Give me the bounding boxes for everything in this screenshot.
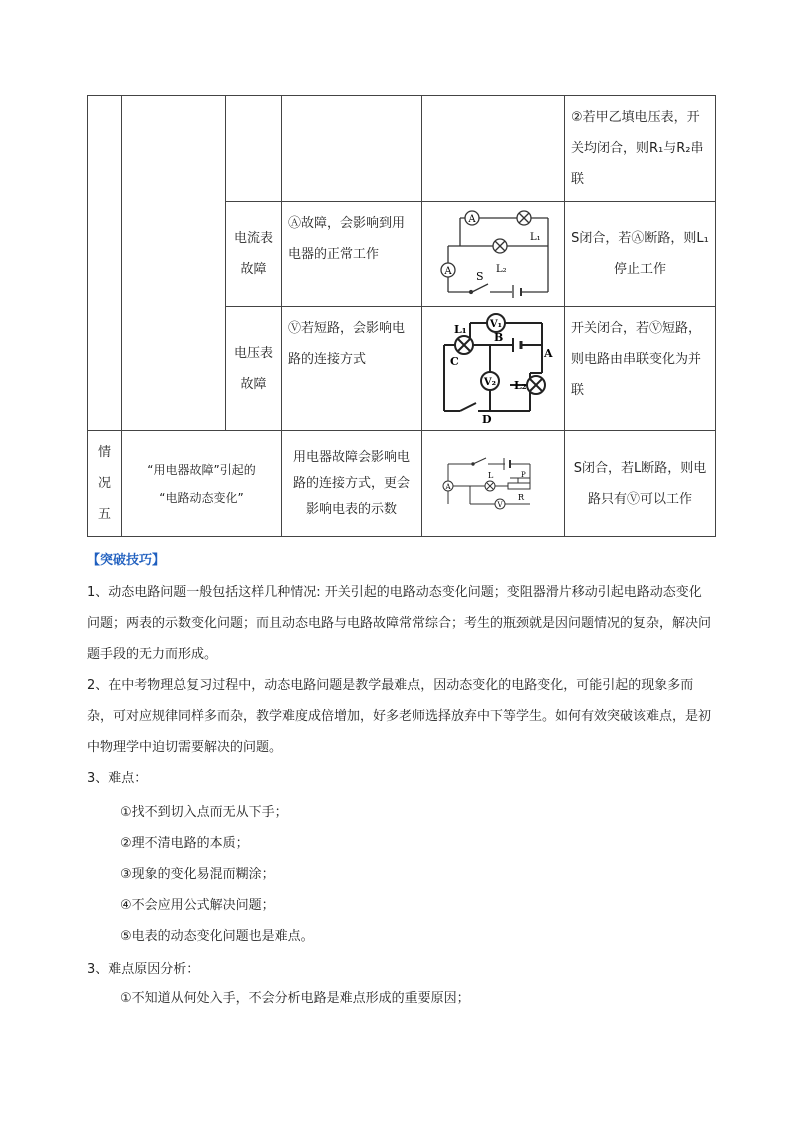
table-row	[88, 96, 716, 202]
ammeter-fault-circuit-diagram	[430, 206, 556, 298]
circuit-diagram-cell	[422, 307, 565, 431]
fault-type-cell: 电流表故障	[226, 202, 282, 307]
list-item: ⑤电表的动态变化问题也是难点。	[120, 929, 314, 944]
circuit-diagram-cell	[422, 202, 565, 307]
fault-type-cell: 电压表故障	[226, 307, 282, 431]
description-cell: Ⓐ故障，会影响到用电器的正常工作	[282, 202, 422, 307]
switch-label: S	[476, 270, 484, 283]
list-item: ①找不到切入点而无从下手；	[120, 805, 288, 820]
voltmeter-label: V₂	[483, 377, 497, 388]
lamp-label: L	[488, 470, 494, 480]
node-label: D	[482, 413, 492, 423]
appliance-fault-circuit-diagram	[430, 448, 540, 520]
answer-cell: 开关闭合，若Ⓥ短路，则电路由串联变化为并联	[565, 307, 716, 431]
ammeter-label: A	[468, 214, 476, 225]
paragraph: 1、动态电路问题一般包括这样几种情况: 开关引起的电路动态变化问题；变阻器滑片移动引起电路动态变化问题；两表的示数变化问题；而且动态电路与电路故障常常综合；考生的瓶颈就是因问题情况的复杂，解决问题手段的无力而形成。	[87, 585, 712, 662]
case-title-cell	[122, 431, 282, 537]
resistor-label: R	[518, 492, 525, 502]
section-heading: 【突破技巧】	[87, 553, 166, 568]
voltmeter-label: V₁	[489, 319, 503, 330]
blank-cell	[122, 96, 226, 431]
paragraph: 3、难点：	[87, 771, 148, 786]
voltmeter-fault-circuit-diagram	[430, 311, 556, 423]
answer-cell: S闭合，若Ⓐ断路，则L₁停止工作	[565, 202, 716, 307]
blank-cell	[88, 96, 122, 431]
answer-cell: S闭合，若L断路，则电路只有Ⓥ可以工作	[565, 431, 716, 537]
voltmeter-label: V	[497, 500, 503, 509]
list-item: ③现象的变化易混而糊涂；	[120, 867, 275, 882]
ammeter-label: A	[444, 266, 452, 277]
lamp-label: L₂	[496, 264, 507, 275]
blank-cell	[422, 96, 565, 202]
description-cell: Ⓥ若短路，会影响电路的连接方式	[282, 307, 422, 431]
list-item: ④不会应用公式解决问题；	[120, 898, 275, 913]
case-title-line: “电路动态变化”	[159, 490, 244, 505]
paragraph: 3、难点原因分析：	[87, 962, 200, 977]
circuit-diagram-cell	[422, 431, 565, 537]
case-title-line: “用电器故障”引起的	[147, 462, 256, 477]
node-label: B	[494, 331, 504, 344]
case-label-cell: 情况五	[88, 431, 122, 537]
description-cell: 用电器故障会影响电路的连接方式，更会影响电表的示数	[282, 431, 422, 537]
blank-cell	[282, 96, 422, 202]
list-item: ②理不清电路的本质；	[120, 836, 249, 851]
list-item: ①不知道从何处入手，不会分析电路是难点形成的重要原因；	[120, 991, 470, 1006]
lamp-label: L₂	[514, 379, 527, 392]
answer-cell: ②若甲乙填电压表，开关均闭合，则R₁与R₂串联	[565, 96, 716, 202]
paragraph: 2、在中考物理总复习过程中，动态电路问题是教学最难点，因动态变化的电路变化，可能引起的现象多而杂，可对应规律同样多而杂，教学难度成倍增加，好多老师选择放弃中下等学生。如何有效突破该难点，是初中物理学中迫切需要解决的问题。	[87, 678, 712, 755]
node-label: A	[544, 347, 553, 360]
blank-cell	[226, 96, 282, 202]
lamp-label: L₁	[530, 232, 541, 243]
circuit-fault-table	[87, 95, 716, 537]
table-row	[88, 431, 716, 537]
node-label: C	[450, 355, 459, 368]
ammeter-label: A	[445, 482, 451, 491]
lamp-label: L₁	[454, 323, 467, 336]
slider-label: P	[521, 470, 526, 479]
